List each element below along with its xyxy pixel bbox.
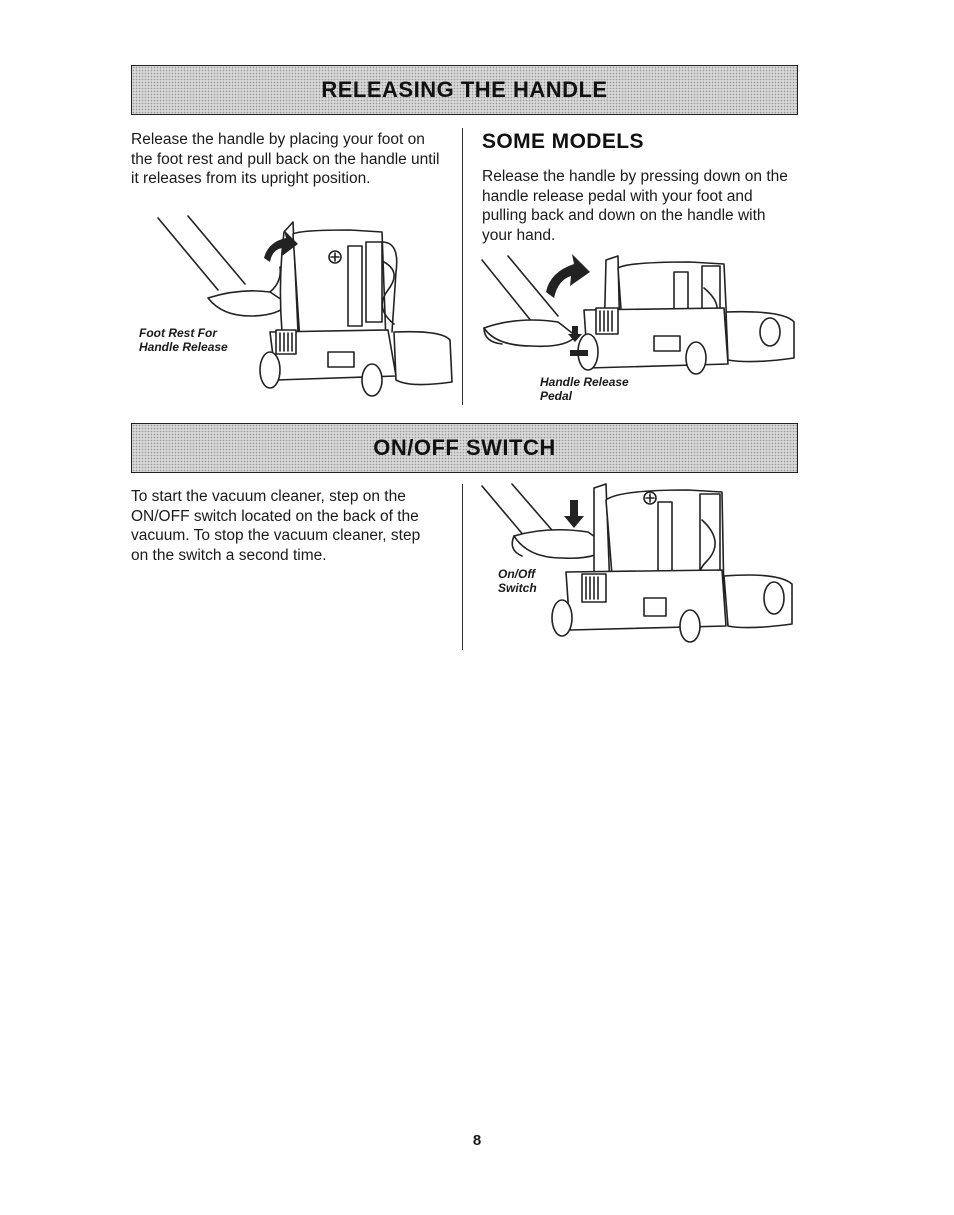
on-off-switch-illustration <box>478 480 796 650</box>
section-banner-releasing-handle <box>131 65 798 115</box>
some-models-text: Release the handle by pressing down on the handle release pedal with your foot and pulling back and down on the handle with your hand. <box>482 168 788 244</box>
on-off-switch-text: To start the vacuum cleaner, step on the ON/OFF switch located on the back of the vacuum. To stop the vacuum cleaner, step on the switch a second time. <box>131 488 421 564</box>
section-title: RELEASING THE HANDLE <box>321 77 608 102</box>
handle-release-pedal-illustration <box>478 252 798 380</box>
handle-release-pedal-callout: Handle Release Pedal <box>540 375 629 403</box>
column-divider <box>462 484 463 650</box>
section-banner-on-off-switch <box>131 423 798 473</box>
on-off-switch-callout: On/Off Switch <box>498 567 537 595</box>
section-title: ON/OFF SWITCH <box>373 435 556 460</box>
column-divider <box>462 128 463 405</box>
page-number: 8 <box>472 1132 482 1149</box>
foot-rest-callout: Foot Rest For Handle Release <box>139 326 228 354</box>
foot-rest-illustration <box>150 212 455 402</box>
some-models-heading: SOME MODELS <box>482 130 644 153</box>
releasing-handle-text: Release the handle by placing your foot on the foot rest and pull back on the handle until it releases from its upright position. <box>131 131 440 187</box>
